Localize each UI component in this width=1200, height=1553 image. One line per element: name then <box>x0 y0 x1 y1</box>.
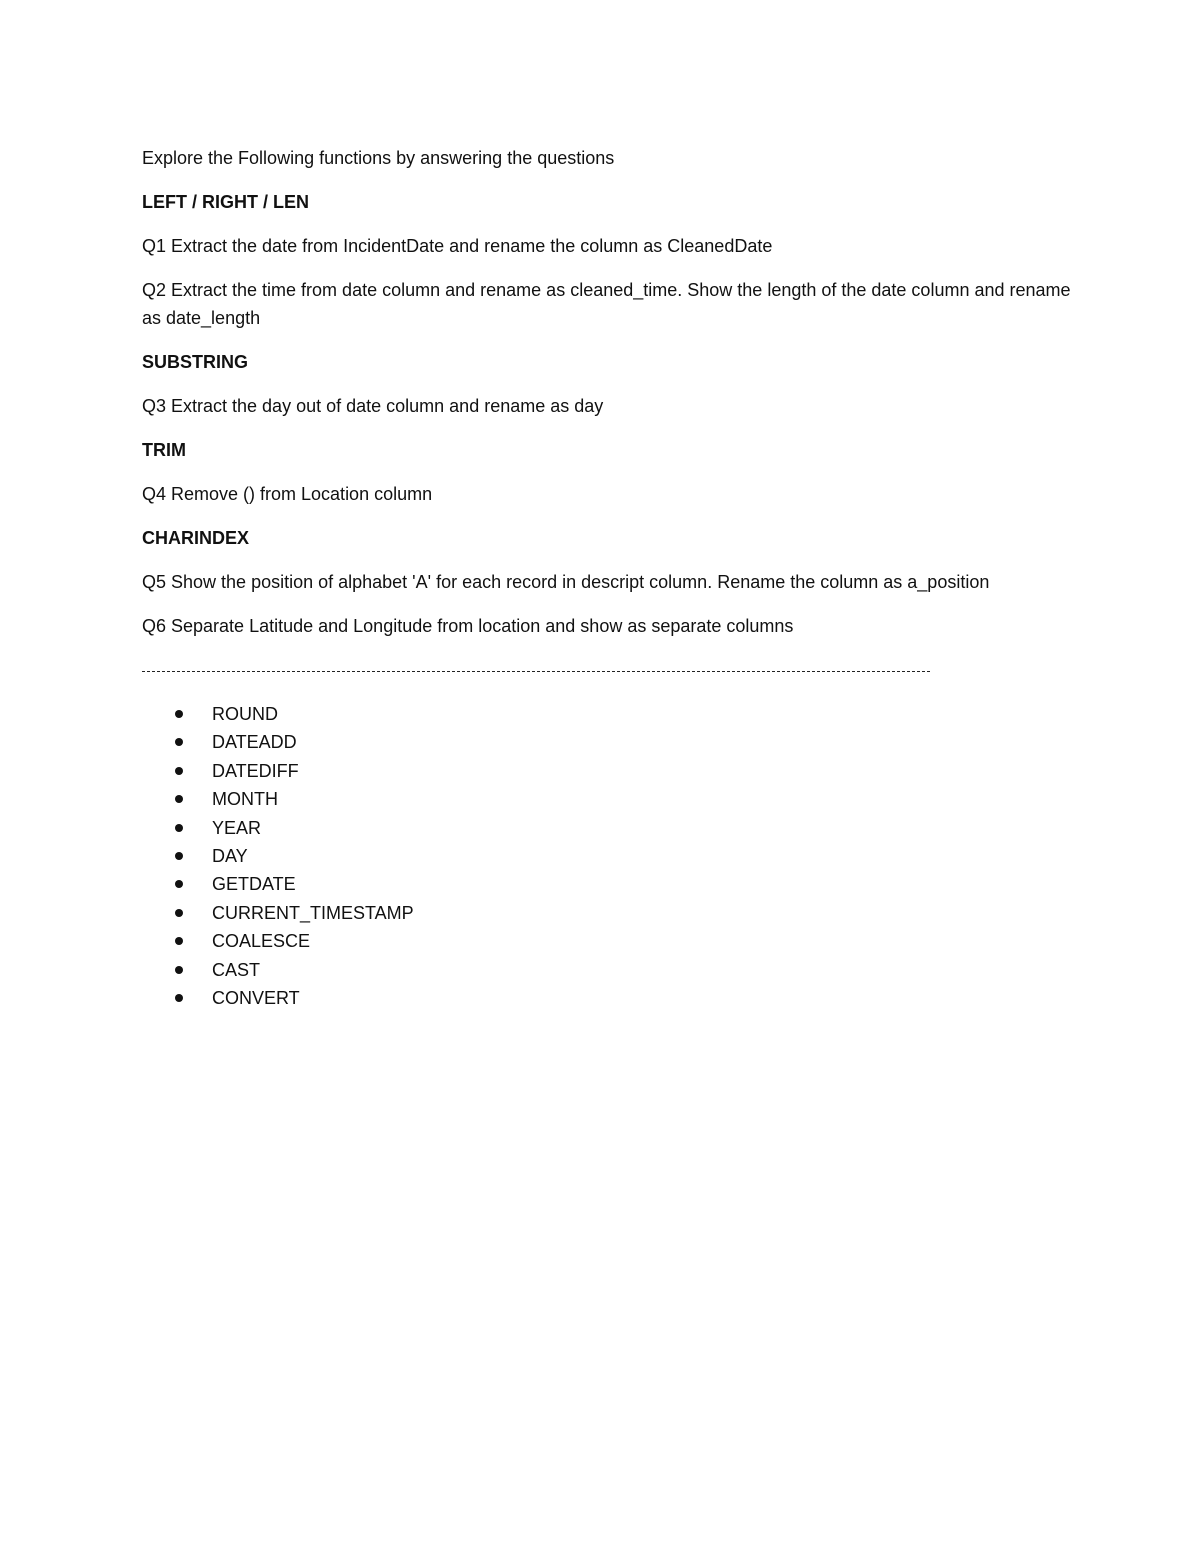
bullet-icon <box>175 994 183 1002</box>
document-content <box>142 144 1072 1012</box>
list-item <box>142 927 1072 955</box>
dashed-divider <box>142 656 930 684</box>
intro-text: Explore the Following functions by answering the questions <box>142 148 615 168</box>
heading-left-right-len: LEFT / RIGHT / LEN <box>142 192 309 212</box>
bullet-icon <box>175 824 183 832</box>
function-list <box>142 700 1072 1012</box>
bullet-icon <box>175 880 183 888</box>
function-name: COALESCE <box>212 931 311 952</box>
bullet-icon <box>175 710 183 718</box>
question-q3: Q3 Extract the day out of date column and rename as day <box>142 396 604 416</box>
list-item <box>142 814 1072 842</box>
list-item <box>142 728 1072 756</box>
function-name: CURRENT_TIMESTAMP <box>212 902 414 923</box>
list-item <box>142 956 1072 984</box>
question-q1: Q1 Extract the date from IncidentDate and rename the column as CleanedDate <box>142 236 773 256</box>
function-name: MONTH <box>212 789 278 810</box>
function-name: ROUND <box>212 704 278 724</box>
question-q2: Q2 Extract the time from date column and rename as cleaned_time. Show the length of the date column and rename as date_length <box>142 280 1071 328</box>
function-name: CONVERT <box>212 987 300 1008</box>
list-item <box>142 899 1072 927</box>
bullet-icon <box>175 738 183 746</box>
heading-trim: TRIM <box>142 440 186 460</box>
heading-charindex: CHARINDEX <box>142 528 250 548</box>
function-name: CAST <box>212 959 261 980</box>
list-item <box>142 757 1072 785</box>
list-item <box>142 785 1072 813</box>
bullet-icon <box>175 767 183 775</box>
bullet-icon <box>175 909 183 917</box>
question-q6: Q6 Separate Latitude and Longitude from location and show as separate columns <box>142 616 794 636</box>
function-name: GETDATE <box>212 874 296 895</box>
heading-substring: SUBSTRING <box>142 352 249 372</box>
question-q5: Q5 Show the position of alphabet 'A' for each record in descript column. Rename the column as a_position <box>142 572 990 592</box>
function-name: DAY <box>212 845 248 866</box>
function-name: YEAR <box>212 817 262 838</box>
bullet-icon <box>175 937 183 945</box>
list-item <box>142 700 1072 728</box>
list-item <box>142 870 1072 898</box>
list-item <box>142 984 1072 1012</box>
question-q4: Q4 Remove () from Location column <box>142 484 433 504</box>
function-name: DATEDIFF <box>212 760 299 781</box>
bullet-icon <box>175 966 183 974</box>
bullet-icon <box>175 795 183 803</box>
list-item <box>142 842 1072 870</box>
function-name: DATEADD <box>212 732 297 753</box>
bullet-icon <box>175 852 183 860</box>
divider-line <box>142 671 930 672</box>
